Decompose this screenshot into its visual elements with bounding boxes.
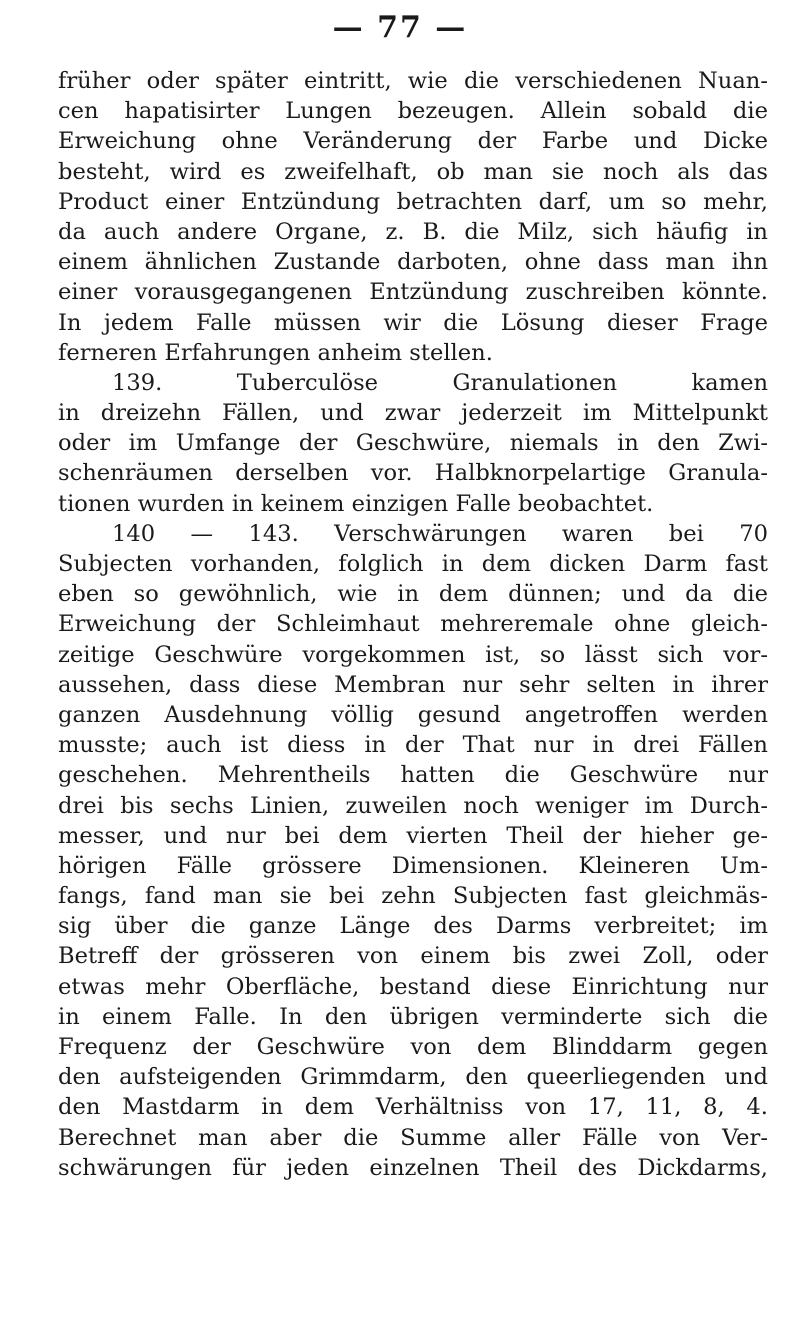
text-line: messer, und nur bei dem vierten Theil der hieher ge- (58, 822, 768, 849)
text-line: schwärungen für jeden einzelnen Theil des Dickdarms, (58, 1154, 768, 1181)
text-line: fangs, fand man sie bei zehn Subjecten fast gleichmäs- (58, 883, 768, 910)
text-line: musste; auch ist diess in der That nur in drei Fällen (58, 732, 768, 759)
text-line: sig über die ganze Länge des Darms verbreitet; im (58, 913, 768, 940)
text-line: Frequenz der Geschwüre von dem Blinddarm gegen (58, 1034, 768, 1060)
text-line: hörigen Fälle grössere Dimensionen. Kleineren Um- (58, 852, 768, 879)
text-line: besteht, wird es zweifelhaft, ob man sie noch als das (58, 158, 768, 185)
text-line: zeitige Geschwüre vorgekommen ist, so lässt sich vor- (58, 641, 768, 668)
text-line: oder im Umfange der Geschwüre, niemals in den Zwi- (58, 430, 768, 457)
text-line: den Mastdarm in dem Verhältniss von 17, 11, 8, 4. (58, 1094, 768, 1121)
text-line: da auch andere Organe, z. B. die Milz, sich häufig in (58, 218, 768, 245)
text-line: einem ähnlichen Zustande darboten, ohne dass man ihn (58, 249, 768, 276)
text-line: Erweichung der Schleimhaut mehreremale ohne gleich- (58, 611, 768, 638)
text-line: eben so gewöhnlich, wie in dem dünnen; und da die (58, 581, 768, 608)
text-line: etwas mehr Oberfläche, bestand diese Einrichtung nur (58, 973, 768, 1000)
text-line: aussehen, dass diese Membran nur sehr selten in ihrer (58, 671, 768, 698)
body-text (58, 66, 768, 1183)
text-line: Berechnet man aber die Summe aller Fälle von Ver- (58, 1124, 768, 1151)
text-line: schenräumen derselben vor. Halbknorpelartige Granula- (58, 460, 768, 487)
text-line: Erweichung ohne Veränderung der Farbe und Dicke (58, 128, 768, 155)
text-line: drei bis sechs Linien, zuweilen noch weniger im Durch- (58, 792, 768, 819)
text-line: In jedem Falle müssen wir die Lösung dieser Frage (58, 309, 768, 336)
text-line: Subjecten vorhanden, folglich in dem dicken Darm fast (58, 551, 768, 577)
text-line: in dreizehn Fällen, und zwar jederzeit im Mittelpunkt (58, 400, 768, 427)
text-line: Betreff der grösseren von einem bis zwei Zoll, oder (58, 943, 768, 970)
text-line: Product einer Entzündung betrachten darf, um so mehr, (58, 188, 768, 215)
section-heading-line: 140 — 143. Verschwärungen waren bei 70 (112, 520, 768, 547)
text-line: früher oder später eintritt, wie die verschiedenen Nuan- (58, 68, 768, 94)
text-line: geschehen. Mehrentheils hatten die Geschwüre nur (58, 762, 768, 789)
text-line: den aufsteigenden Grimmdarm, den queerliegenden und (58, 1064, 768, 1091)
text-line: cen hapatisirter Lungen bezeugen. Allein sobald die (58, 98, 768, 125)
text-line: ferneren Erfahrungen anheim stellen. (58, 339, 493, 366)
text-line: ganzen Ausdehnung völlig gesund angetroffen werden (58, 701, 768, 728)
text-line: in einem Falle. In den übrigen verminderte sich die (58, 1003, 768, 1030)
text-line: tionen wurden in keinem einzigen Falle beobachtet. (58, 490, 654, 517)
text-line: einer vorausgegangenen Entzündung zuschreiben könnte. (58, 279, 768, 306)
section-heading-line: 139. Tuberculöse Granulationen kamen (112, 369, 768, 396)
page-number: — 77 — (332, 10, 468, 45)
